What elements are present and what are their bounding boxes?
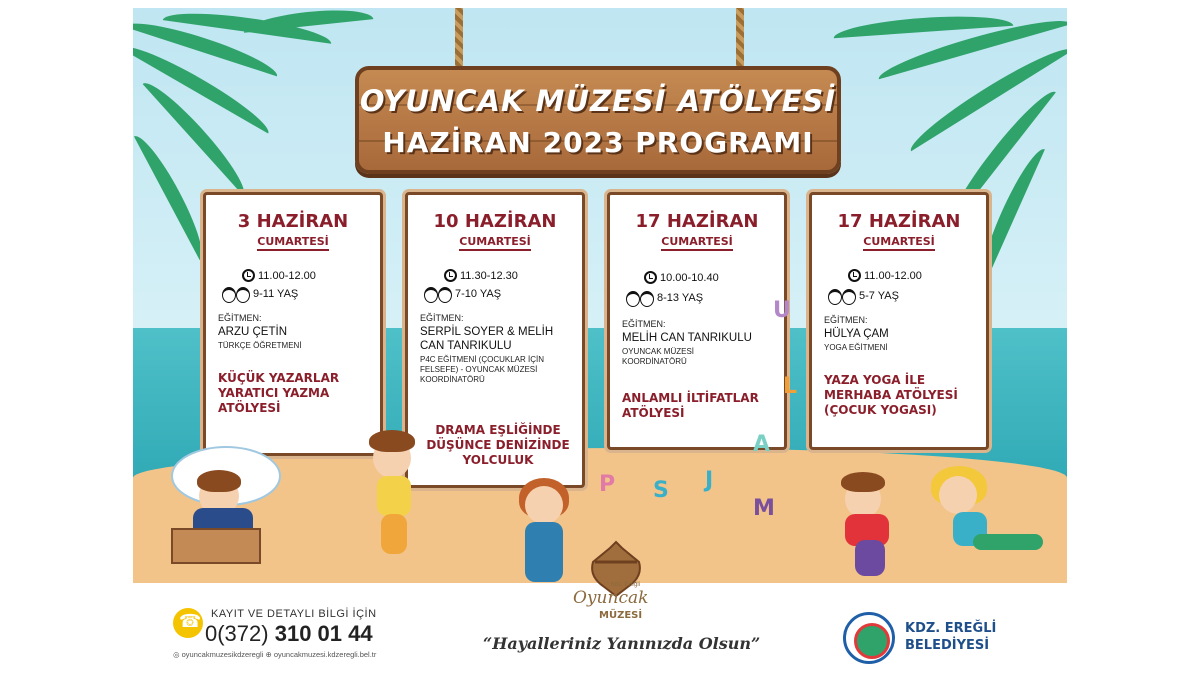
card-age: 8-13 YAŞ — [657, 291, 704, 304]
museum-name: Oyuncak — [573, 588, 649, 608]
phone-prefix: 0(372) — [205, 621, 269, 646]
municipality-line-2: BELEDİYESİ — [905, 638, 990, 653]
museum-name-2: MÜZESİ — [599, 610, 643, 621]
card-age: 5-7 YAŞ — [859, 289, 899, 302]
clock-icon — [444, 269, 457, 282]
letter-s: S — [653, 478, 669, 503]
card-date: 17 HAZİRAN — [837, 211, 961, 232]
card-day: CUMARTESİ — [257, 235, 328, 251]
title-sign — [355, 66, 841, 174]
educator-label: EĞİTMEN: — [218, 313, 262, 323]
museum-city: Kdz. Ereğli — [611, 582, 641, 588]
program-card-2 — [405, 192, 585, 488]
sign-rope-right — [736, 8, 744, 70]
clock-icon — [644, 271, 657, 284]
instagram-icon: ◎ — [173, 650, 180, 659]
clock-icon — [848, 269, 861, 282]
program-card-4 — [809, 192, 989, 450]
educator-role: P4C EĞİTMENİ (ÇOCUKLAR İÇİN FELSEFE) - OYUNCAK MÜZESİ KOORDİNATÖRÜ — [420, 355, 545, 384]
educator-name: ARZU ÇETİN — [218, 326, 287, 338]
card-time: 11.00-12.00 — [258, 269, 316, 282]
educator-role: YOGA EĞİTMENİ — [824, 343, 888, 352]
educator-name: HÜLYA ÇAM — [824, 328, 889, 340]
letter-a: A — [753, 432, 771, 457]
card-time: 11.00-12.00 — [864, 269, 922, 282]
page-title: OYUNCAK MÜZESİ ATÖLYESİ — [359, 84, 837, 118]
educator-label: EĞİTMEN: — [420, 313, 464, 323]
program-card-3 — [607, 192, 787, 450]
children-icon — [222, 287, 250, 300]
educator-name: SERPİL SOYER & MELİH CAN TANRIKULU — [420, 326, 554, 352]
letter-j: J — [705, 468, 714, 493]
program-card-1 — [203, 192, 383, 456]
card-day: CUMARTESİ — [863, 235, 934, 251]
municipality-seal — [843, 612, 895, 664]
municipality-line-1: KDZ. EREĞLİ — [905, 621, 997, 636]
card-date: 3 HAZİRAN — [237, 211, 349, 232]
card-day: CUMARTESİ — [661, 235, 732, 251]
educator-role: OYUNCAK MÜZESİ KOORDİNATÖRÜ — [622, 347, 695, 366]
letter-l: L — [783, 374, 798, 399]
phone-icon — [173, 608, 203, 638]
workshop-title: YAZA YOGA İLE MERHABA ATÖLYESİ (ÇOCUK YOGASI) — [824, 373, 958, 417]
educator-label: EĞİTMEN: — [622, 319, 666, 329]
educator-role: TÜRKÇE ÖĞRETMENİ — [218, 341, 302, 350]
sign-rope-left — [455, 8, 463, 70]
clock-icon — [242, 269, 255, 282]
card-time: 11.30-12.30 — [460, 269, 518, 282]
educator-label: EĞİTMEN: — [824, 315, 868, 325]
page-subtitle: HAZİRAN 2023 PROGRAMI — [382, 126, 814, 159]
card-date: 10 HAZİRAN — [433, 211, 557, 232]
workshop-title: KÜÇÜK YAZARLAR YARATICI YAZMA ATÖLYESİ — [218, 371, 340, 415]
educator-name: MELİH CAN TANRIKULU — [622, 332, 752, 344]
letter-m: M — [753, 496, 775, 521]
info-label: KAYIT VE DETAYLI BİLGİ İÇİN — [211, 608, 377, 620]
social-links — [173, 650, 376, 659]
phone-digits: 310 01 44 — [274, 621, 373, 646]
poster — [133, 8, 1067, 675]
children-icon — [424, 287, 452, 300]
card-day: CUMARTESİ — [459, 235, 530, 251]
card-age: 7-10 YAŞ — [455, 287, 502, 300]
children-icon — [828, 289, 856, 302]
municipality-name — [905, 620, 996, 654]
workshop-title: ANLAMLI İLTİFATLAR ATÖLYESİ — [622, 391, 759, 420]
slogan: “Hayalleriniz Yanınızda Olsun” — [483, 634, 761, 653]
card-age: 9-11 YAŞ — [253, 287, 299, 300]
card-time: 10.00-10.40 — [660, 271, 719, 284]
letter-p: P — [599, 472, 616, 497]
phone-number[interactable] — [205, 621, 373, 647]
letter-u: U — [773, 298, 791, 323]
children-icon — [626, 291, 654, 304]
workshop-title: DRAMA EŞLİĞİNDE DÜŞÜNCE DENİZİNDE YOLCULUK — [426, 423, 570, 467]
instagram-handle[interactable]: oyuncakmuzesikdzeregli — [181, 650, 264, 659]
website-link[interactable]: oyuncakmuzesi.kdzeregli.bel.tr — [273, 650, 377, 659]
card-date: 17 HAZİRAN — [635, 211, 759, 232]
web-icon: ⊕ — [265, 650, 272, 659]
